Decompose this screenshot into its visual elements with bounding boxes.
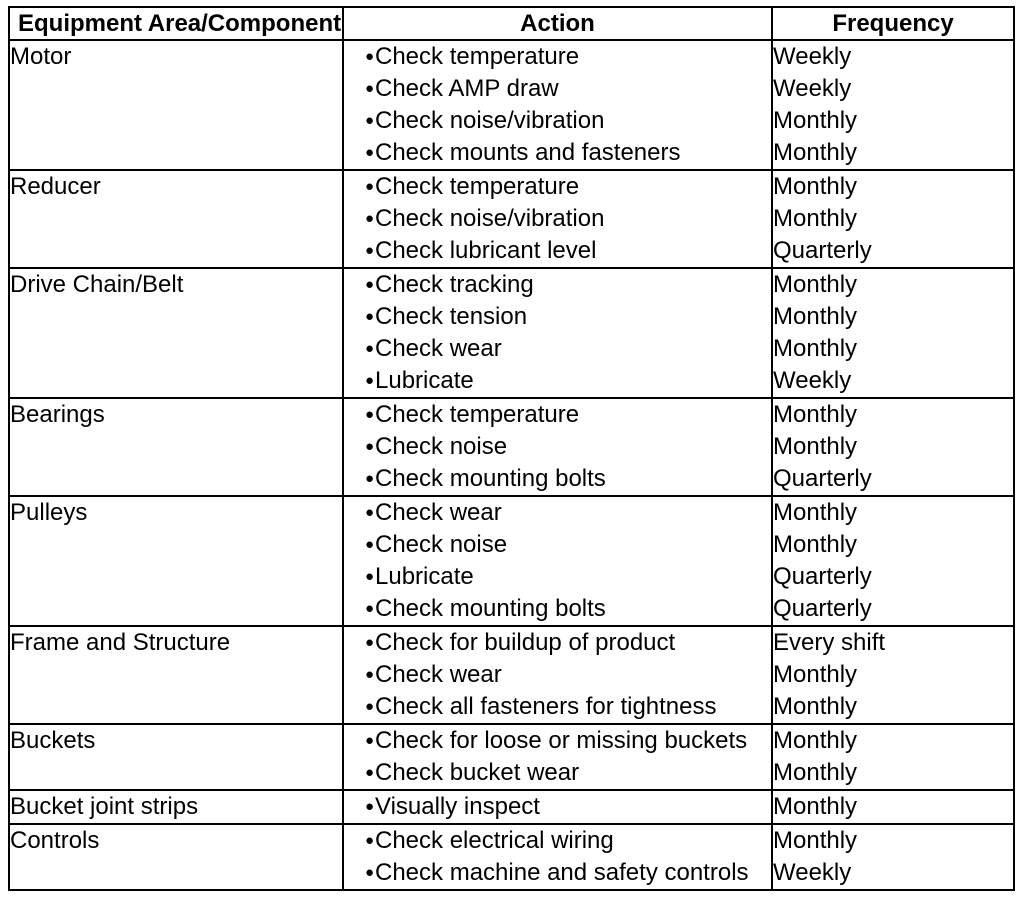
frequency-list-item: Monthly bbox=[773, 793, 858, 820]
bullet-icon: ● bbox=[365, 276, 375, 293]
action-text: Lubricate bbox=[375, 367, 474, 394]
action-text: Check wear bbox=[375, 499, 502, 526]
frequency-list bbox=[773, 725, 1013, 789]
action-list-item bbox=[344, 41, 771, 73]
action-list bbox=[344, 399, 771, 495]
action-list bbox=[344, 41, 771, 169]
cell-frequency bbox=[772, 724, 1014, 790]
action-text: Check noise/vibration bbox=[375, 205, 605, 232]
bullet-icon: ● bbox=[365, 372, 375, 389]
frequency-list-item: Monthly bbox=[773, 271, 858, 298]
frequency-list-item: Monthly bbox=[773, 759, 858, 786]
cell-component: Bucket joint strips bbox=[9, 790, 343, 824]
cell-action bbox=[343, 268, 772, 398]
action-text: Check electrical wiring bbox=[375, 827, 614, 854]
frequency-list-item: Weekly bbox=[773, 859, 852, 886]
action-list bbox=[344, 171, 771, 267]
frequency-list-item: Weekly bbox=[773, 367, 852, 394]
action-list-item bbox=[344, 269, 771, 301]
cell-action bbox=[343, 40, 772, 170]
action-list bbox=[344, 825, 771, 889]
table-header-row bbox=[9, 7, 1014, 40]
action-text: Check mounting bolts bbox=[375, 595, 606, 622]
bullet-icon: ● bbox=[365, 340, 375, 357]
table-row bbox=[9, 268, 1014, 398]
table-body bbox=[9, 40, 1014, 890]
bullet-icon: ● bbox=[365, 568, 375, 585]
frequency-list-item: Quarterly bbox=[773, 465, 872, 492]
action-text: Lubricate bbox=[375, 563, 474, 590]
action-list-item bbox=[344, 171, 771, 203]
action-list-item bbox=[344, 529, 771, 561]
bullet-icon: ● bbox=[365, 698, 375, 715]
action-list-item bbox=[344, 463, 771, 495]
bullet-icon: ● bbox=[365, 504, 375, 521]
action-list-item bbox=[344, 235, 771, 267]
cell-frequency bbox=[772, 268, 1014, 398]
frequency-list-item: Monthly bbox=[773, 661, 858, 688]
cell-component: Buckets bbox=[9, 724, 343, 790]
frequency-list-item: Monthly bbox=[773, 335, 858, 362]
frequency-list-item: Monthly bbox=[773, 727, 858, 754]
cell-frequency bbox=[772, 790, 1014, 824]
column-header-frequency: Frequency bbox=[772, 7, 1014, 40]
frequency-list-item: Quarterly bbox=[773, 563, 872, 590]
action-list-item bbox=[344, 691, 771, 723]
action-text: Check noise/vibration bbox=[375, 107, 605, 134]
frequency-list-item: Quarterly bbox=[773, 237, 872, 264]
bullet-icon: ● bbox=[365, 600, 375, 617]
frequency-list bbox=[773, 791, 1013, 823]
bullet-icon: ● bbox=[365, 48, 375, 65]
bullet-icon: ● bbox=[365, 112, 375, 129]
action-text: Check wear bbox=[375, 335, 502, 362]
table-header bbox=[9, 7, 1014, 40]
action-list-item bbox=[344, 593, 771, 625]
bullet-icon: ● bbox=[365, 536, 375, 553]
frequency-list bbox=[773, 399, 1013, 495]
table-row bbox=[9, 398, 1014, 496]
action-list-item bbox=[344, 857, 771, 889]
action-list-item bbox=[344, 203, 771, 235]
cell-frequency bbox=[772, 398, 1014, 496]
cell-component: Frame and Structure bbox=[9, 626, 343, 724]
action-text: Check temperature bbox=[375, 401, 580, 428]
frequency-list bbox=[773, 825, 1013, 889]
cell-frequency bbox=[772, 496, 1014, 626]
action-text: Check noise bbox=[375, 531, 508, 558]
cell-action bbox=[343, 626, 772, 724]
action-text: Check machine and safety controls bbox=[375, 859, 749, 886]
cell-action bbox=[343, 496, 772, 626]
action-list bbox=[344, 725, 771, 789]
table-row bbox=[9, 496, 1014, 626]
frequency-list bbox=[773, 269, 1013, 397]
bullet-icon: ● bbox=[365, 242, 375, 259]
cell-action bbox=[343, 724, 772, 790]
cell-component: Pulleys bbox=[9, 496, 343, 626]
frequency-list-item: Monthly bbox=[773, 205, 858, 232]
cell-action bbox=[343, 398, 772, 496]
cell-frequency bbox=[772, 824, 1014, 890]
action-text: Check bucket wear bbox=[375, 759, 580, 786]
action-text: Check all fasteners for tightness bbox=[375, 693, 717, 720]
action-text: Check lubricant level bbox=[375, 237, 597, 264]
action-list-item bbox=[344, 659, 771, 691]
frequency-list-item: Monthly bbox=[773, 693, 858, 720]
cell-component: Controls bbox=[9, 824, 343, 890]
cell-frequency bbox=[772, 40, 1014, 170]
action-text: Check temperature bbox=[375, 43, 580, 70]
frequency-list-item: Weekly bbox=[773, 43, 852, 70]
cell-component: Reducer bbox=[9, 170, 343, 268]
maintenance-schedule-table-container bbox=[8, 6, 1013, 891]
cell-component: Drive Chain/Belt bbox=[9, 268, 343, 398]
table-row bbox=[9, 790, 1014, 824]
frequency-list bbox=[773, 41, 1013, 169]
bullet-icon: ● bbox=[365, 798, 375, 815]
action-list-item bbox=[344, 73, 771, 105]
action-text: Check for loose or missing buckets bbox=[375, 727, 748, 754]
cell-frequency bbox=[772, 626, 1014, 724]
table-row bbox=[9, 170, 1014, 268]
table-row bbox=[9, 626, 1014, 724]
cell-component: Motor bbox=[9, 40, 343, 170]
bullet-icon: ● bbox=[365, 470, 375, 487]
cell-action bbox=[343, 824, 772, 890]
bullet-icon: ● bbox=[365, 634, 375, 651]
bullet-icon: ● bbox=[365, 210, 375, 227]
action-list-item bbox=[344, 561, 771, 593]
frequency-list-item: Quarterly bbox=[773, 595, 872, 622]
bullet-icon: ● bbox=[365, 178, 375, 195]
frequency-list-item: Monthly bbox=[773, 499, 858, 526]
action-text: Check noise bbox=[375, 433, 508, 460]
action-text: Check temperature bbox=[375, 173, 580, 200]
frequency-list-item: Monthly bbox=[773, 139, 858, 166]
action-text: Check wear bbox=[375, 661, 502, 688]
frequency-list-item: Monthly bbox=[773, 107, 858, 134]
table-row bbox=[9, 824, 1014, 890]
action-list bbox=[344, 627, 771, 723]
action-list bbox=[344, 497, 771, 625]
action-list-item bbox=[344, 757, 771, 789]
frequency-list-item: Monthly bbox=[773, 433, 858, 460]
bullet-icon: ● bbox=[365, 144, 375, 161]
action-list-item bbox=[344, 497, 771, 529]
frequency-list-item: Monthly bbox=[773, 173, 858, 200]
action-list-item bbox=[344, 399, 771, 431]
frequency-list-item: Monthly bbox=[773, 303, 858, 330]
action-list-item bbox=[344, 333, 771, 365]
frequency-list bbox=[773, 497, 1013, 625]
action-list-item bbox=[344, 791, 771, 823]
action-list-item bbox=[344, 431, 771, 463]
action-text: Check mounts and fasteners bbox=[375, 139, 681, 166]
action-list bbox=[344, 269, 771, 397]
action-list-item bbox=[344, 825, 771, 857]
action-list-item bbox=[344, 365, 771, 397]
column-header-action: Action bbox=[343, 7, 772, 40]
cell-component: Bearings bbox=[9, 398, 343, 496]
action-text: Check tracking bbox=[375, 271, 534, 298]
bullet-icon: ● bbox=[365, 832, 375, 849]
column-header-component: Equipment Area/Component bbox=[9, 7, 343, 40]
action-text: Check for buildup of product bbox=[375, 629, 676, 656]
bullet-icon: ● bbox=[365, 438, 375, 455]
cell-frequency bbox=[772, 170, 1014, 268]
cell-action bbox=[343, 170, 772, 268]
frequency-list bbox=[773, 171, 1013, 267]
bullet-icon: ● bbox=[365, 308, 375, 325]
frequency-list-item: Monthly bbox=[773, 401, 858, 428]
action-text: Check tension bbox=[375, 303, 528, 330]
action-list-item bbox=[344, 137, 771, 169]
action-text: Check mounting bolts bbox=[375, 465, 606, 492]
action-list-item bbox=[344, 105, 771, 137]
table-row bbox=[9, 724, 1014, 790]
cell-action bbox=[343, 790, 772, 824]
frequency-list bbox=[773, 627, 1013, 723]
frequency-list-item: Every shift bbox=[773, 629, 886, 656]
maintenance-schedule-table bbox=[8, 6, 1015, 891]
action-list-item bbox=[344, 725, 771, 757]
bullet-icon: ● bbox=[365, 80, 375, 97]
table-row bbox=[9, 40, 1014, 170]
bullet-icon: ● bbox=[365, 864, 375, 881]
bullet-icon: ● bbox=[365, 732, 375, 749]
frequency-list-item: Monthly bbox=[773, 827, 858, 854]
action-list-item bbox=[344, 627, 771, 659]
action-list-item bbox=[344, 301, 771, 333]
action-text: Visually inspect bbox=[375, 793, 540, 820]
bullet-icon: ● bbox=[365, 764, 375, 781]
action-text: Check AMP draw bbox=[375, 75, 559, 102]
frequency-list-item: Weekly bbox=[773, 75, 852, 102]
bullet-icon: ● bbox=[365, 666, 375, 683]
frequency-list-item: Monthly bbox=[773, 531, 858, 558]
action-list bbox=[344, 791, 771, 823]
bullet-icon: ● bbox=[365, 406, 375, 423]
